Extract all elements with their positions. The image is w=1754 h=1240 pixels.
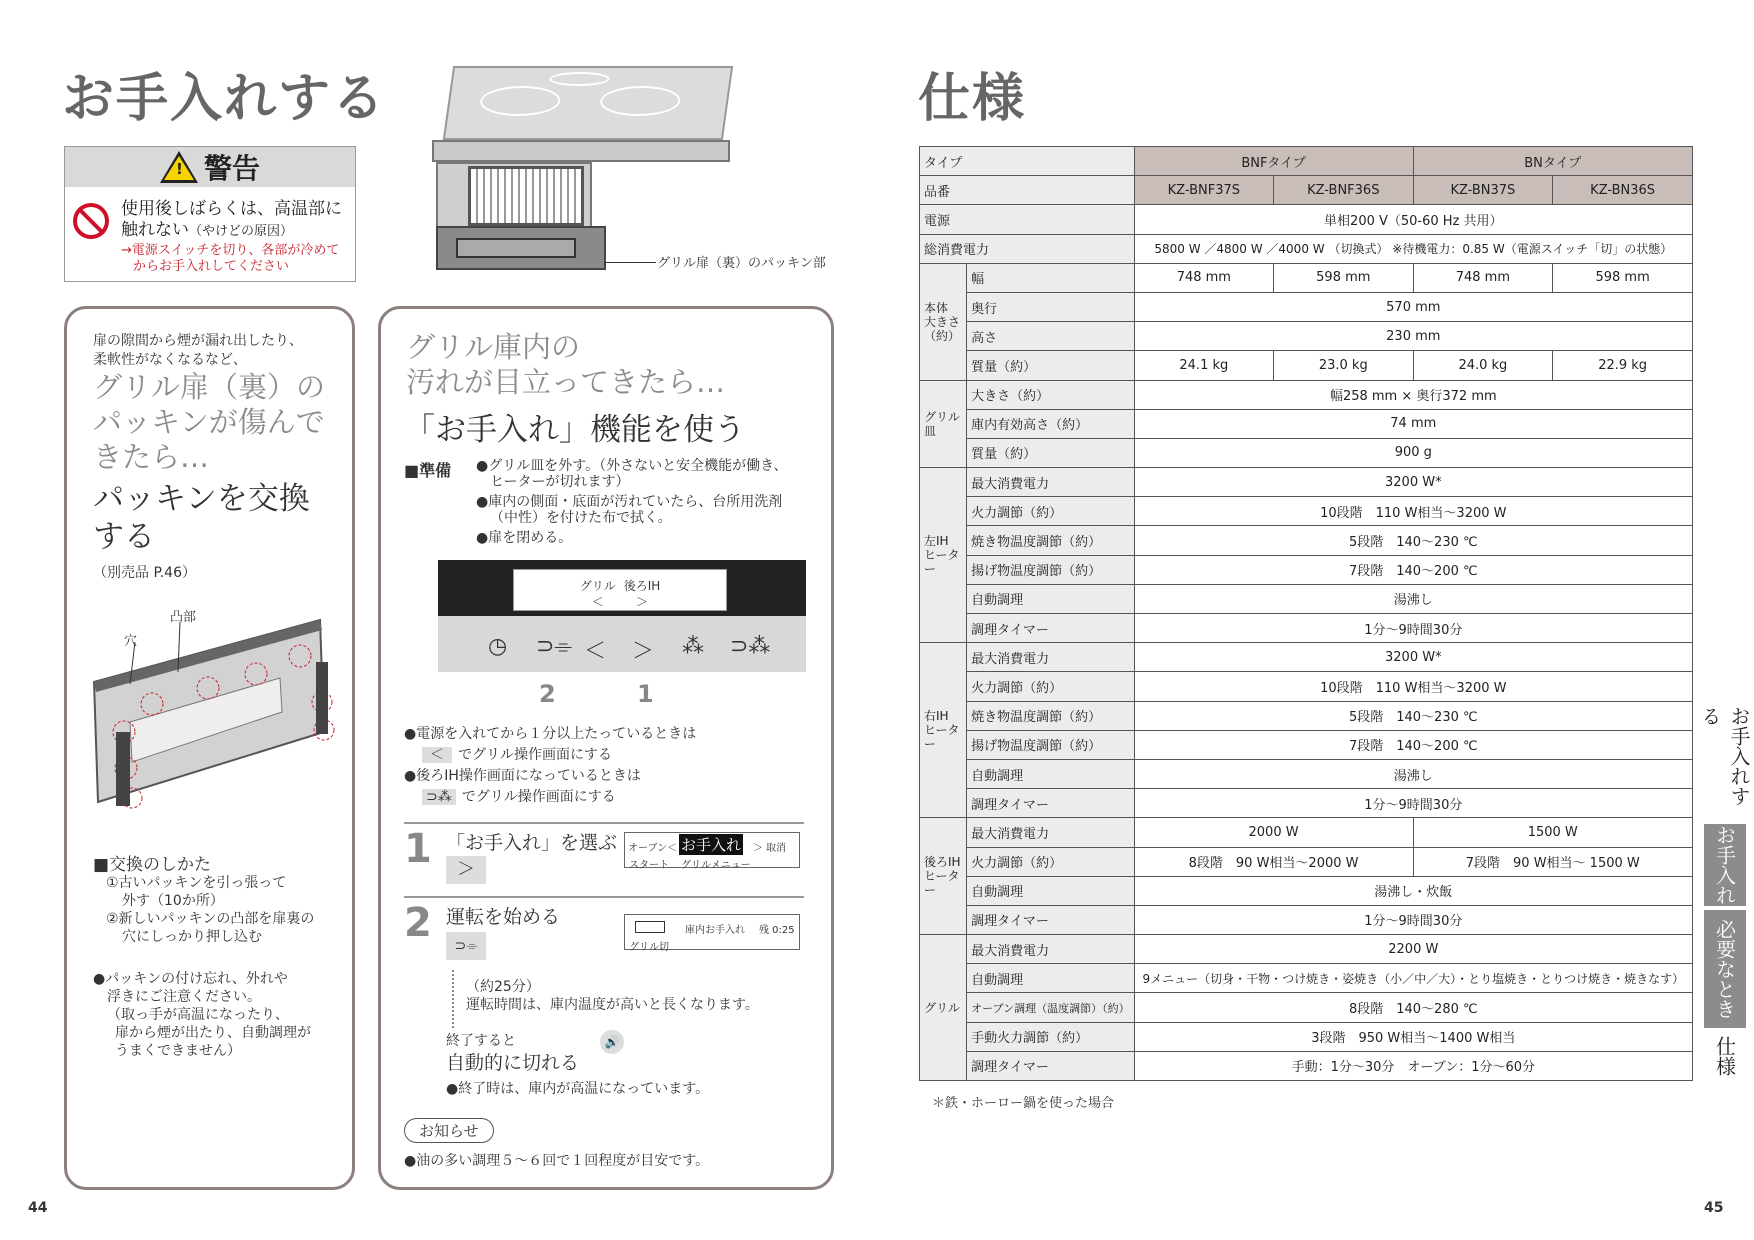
spec-label: オーブン調理（温度調節）（約） xyxy=(967,993,1135,1022)
left-key-icon: ＜ xyxy=(422,747,452,763)
gasket-intro xyxy=(93,332,303,370)
prep-label: ■準備 xyxy=(404,461,452,480)
table-row xyxy=(920,847,1693,876)
warning-main-text xyxy=(121,199,342,242)
spec-label: 高さ xyxy=(967,322,1135,351)
spec-label: 焼き物温度調節（約） xyxy=(967,526,1135,555)
spec-label: 電源 xyxy=(920,205,1135,234)
door-back-illustration xyxy=(90,612,340,812)
table-row xyxy=(920,993,1693,1022)
speaker-icon: 🔊 xyxy=(600,1030,624,1054)
step2-grill-key: ⊃⌯ xyxy=(446,932,486,960)
lcd-rear-sym: ＞ xyxy=(636,595,649,609)
end-line2: 自動的に切れる xyxy=(446,1052,580,1074)
grill-sub1: グリル庫内の xyxy=(406,330,581,364)
gasket-notes xyxy=(93,970,311,1060)
spec-value: 5段階 140～230 ℃ xyxy=(1134,526,1692,555)
spec-label: 調理タイマー xyxy=(967,905,1135,934)
gasket-title xyxy=(93,480,310,556)
side-tab-when-needed[interactable]: 必要なとき xyxy=(1704,910,1746,1028)
spec-type-label: タイプ xyxy=(920,147,1135,176)
spec-value: 幅258 mm × 奥行372 mm xyxy=(1134,380,1692,409)
spec-label: 庫内有効高さ（約） xyxy=(967,409,1135,438)
spec-label: 質量（約） xyxy=(967,438,1135,467)
stove-band xyxy=(432,140,730,162)
spec-group: 本体 大きさ （約） xyxy=(920,263,967,380)
end-info xyxy=(446,1030,579,1074)
warning-line1: 使用後しばらくは、高温部に xyxy=(121,199,342,219)
spec-type-bnf: BNFタイプ xyxy=(1134,147,1413,176)
spec-group: 左IH ヒーター xyxy=(920,468,967,643)
step1-text: 「お手入れ」を選ぶ xyxy=(446,832,618,854)
spec-value: 手動：1分～30分 オーブン：1分～60分 xyxy=(1134,1051,1692,1080)
timer-button[interactable]: ◷ xyxy=(488,634,508,659)
spec-value: 2200 W xyxy=(1134,935,1692,964)
table-row xyxy=(920,1051,1693,1080)
spec-value: 湯沸し・炊飯 xyxy=(1134,876,1692,905)
method-step1b: 外す（10か所） xyxy=(122,893,224,909)
right-button[interactable]: ＞ xyxy=(632,639,655,664)
warning-heading: 警告 xyxy=(203,152,260,185)
side-tab-spec[interactable]: 仕様 xyxy=(1712,1036,1737,1076)
spec-label: 調理タイマー xyxy=(967,789,1135,818)
spec-label: 火力調節（約） xyxy=(967,847,1135,876)
lcd-rear: 後ろIH xyxy=(623,579,661,593)
spec-value: 1分～9時間30分 xyxy=(1134,905,1692,934)
stove-top-illustration xyxy=(443,66,733,140)
gasket-intro2: 柔軟性がなくなるなど、 xyxy=(93,352,247,368)
prep-list xyxy=(476,458,788,546)
callout-1: 1 xyxy=(637,680,654,708)
spec-group: 右IH ヒーター xyxy=(920,643,967,818)
spec-value: 8段階 90 W相当～2000 W xyxy=(1134,847,1413,876)
table-row xyxy=(920,789,1693,818)
condition2b: でグリル操作画面にする xyxy=(461,789,616,805)
step1-number: 1 xyxy=(404,826,432,872)
leader-line xyxy=(606,262,656,263)
warning-red1: →電源スイッチを切り、各部が冷めて xyxy=(121,243,340,258)
gasket-ref: （別売品 P.46） xyxy=(93,565,196,581)
table-row xyxy=(920,1022,1693,1051)
gasket-sub3: きたら… xyxy=(93,440,210,474)
grill-subtitle xyxy=(406,330,725,400)
gasket-intro1: 扉の隙間から煙が漏れ出したり、 xyxy=(93,333,303,349)
spec-value: 10段階 110 W相当～3200 W xyxy=(1134,672,1692,701)
table-row xyxy=(920,759,1693,788)
spec-label: 揚げ物温度調節（約） xyxy=(967,555,1135,584)
disp-grill-icon xyxy=(635,921,665,933)
gasket-note2: 浮きにご注意ください。 xyxy=(107,989,261,1005)
gasket-subtitle xyxy=(93,370,325,475)
warning-instruction xyxy=(121,243,339,275)
table-row xyxy=(920,147,1693,176)
gasket-note1: ●パッキンの付け忘れ、外れや xyxy=(93,971,288,987)
spec-value: 1分～9時間30分 xyxy=(1134,789,1692,818)
spec-value: 3200 W* xyxy=(1134,468,1692,497)
table-row xyxy=(920,876,1693,905)
condition1b: でグリル操作画面にする xyxy=(458,747,612,763)
condition1: ●電源を入れてから１分以上たっているときは xyxy=(404,726,697,742)
method-title: ■交換のしかた xyxy=(93,855,212,875)
conditions xyxy=(404,724,696,808)
time-dotline xyxy=(452,970,454,1028)
spec-model: KZ-BNF37S xyxy=(1134,176,1273,205)
disp-oven: オーブン＜ xyxy=(628,843,678,854)
info-label: お知らせ xyxy=(404,1118,494,1143)
disp-grill-menu: グリルメニュー xyxy=(681,860,751,871)
prep1a: ●グリル皿を外す。（外さないと安全機能が働き、 xyxy=(476,458,788,474)
spec-model-label: 品番 xyxy=(920,176,1135,205)
table-row xyxy=(920,438,1693,467)
table-row xyxy=(920,555,1693,584)
spec-value: 1分～9時間30分 xyxy=(1134,614,1692,643)
gasket-title1: パッキンを交換 xyxy=(93,481,310,517)
spec-value: 748 mm xyxy=(1413,263,1553,292)
spec-label: 総消費電力 xyxy=(920,234,1135,263)
table-row xyxy=(920,468,1693,497)
spec-value: 24.1 kg xyxy=(1134,351,1273,380)
table-row xyxy=(920,584,1693,613)
prep2a: ●庫内の側面・底面が汚れていたら、台所用洗剤 xyxy=(476,494,783,510)
spec-label: 自動調理 xyxy=(967,584,1135,613)
condition2: ●後ろIH操作画面になっているときは xyxy=(404,768,641,784)
spec-value: 単相200 V（50-60 Hz 共用） xyxy=(1134,205,1692,234)
spec-label: 調理タイマー xyxy=(967,1051,1135,1080)
rear-ih-button[interactable]: ⊃⁂ xyxy=(730,634,771,659)
table-row xyxy=(920,905,1693,934)
spec-group: 後ろIH ヒーター xyxy=(920,818,967,935)
prohibited-icon xyxy=(73,203,109,239)
end-line1: 終了すると xyxy=(446,1033,516,1049)
spec-value: 5段階 140～230 ℃ xyxy=(1134,701,1692,730)
page-number-left: 44 xyxy=(28,1200,48,1216)
spec-label: 揚げ物温度調節（約） xyxy=(967,730,1135,759)
spec-value: 598 mm xyxy=(1274,263,1413,292)
prep3: ●扉を閉める。 xyxy=(476,530,573,546)
spec-value: 10段階 110 W相当～3200 W xyxy=(1134,497,1692,526)
spec-value: 8段階 140～280 ℃ xyxy=(1134,993,1692,1022)
method-step2a: ②新しいパッキンの凸部を扉裏の xyxy=(106,911,315,927)
label-bump: 凸部 xyxy=(170,610,197,625)
gasket-title2: する xyxy=(93,519,155,555)
lcd-grill: グリル xyxy=(579,579,616,593)
gasket-sub1: グリル扉（裏）の xyxy=(93,370,326,404)
spec-label: 最大消費電力 xyxy=(967,643,1135,672)
spec-label: 手動火力調節（約） xyxy=(967,1022,1135,1051)
warning-red2: からお手入れしてください xyxy=(133,259,290,274)
spec-table xyxy=(919,146,1693,1081)
gasket-note4: 扉から煙が出たり、自動調理が xyxy=(115,1025,311,1041)
warning-box xyxy=(64,146,356,282)
page-number-right: 45 xyxy=(1704,1200,1724,1216)
table-row xyxy=(920,234,1693,263)
spec-label: 火力調節（約） xyxy=(967,672,1135,701)
gasket-part-label: グリル扉（裏）のパッキン部 xyxy=(657,256,826,271)
warning-line2-note: （やけどの原因） xyxy=(189,224,294,239)
spec-value: 7段階 90 W相当～ 1500 W xyxy=(1413,847,1692,876)
disp-start: スタート xyxy=(629,860,669,871)
spec-label: 火力調節（約） xyxy=(967,497,1135,526)
disp-remaining: 残 0:25 xyxy=(759,925,795,936)
lcd-grill-sym: ＜ xyxy=(591,595,604,609)
spec-value: 570 mm xyxy=(1134,292,1692,321)
spec-value: 22.9 kg xyxy=(1553,351,1693,380)
prep1b: ヒーターが切れます） xyxy=(490,474,630,490)
table-row xyxy=(920,263,1693,292)
table-row xyxy=(920,409,1693,438)
table-row xyxy=(920,701,1693,730)
table-row xyxy=(920,964,1693,993)
spec-label: 自動調理 xyxy=(967,876,1135,905)
warning-line2: 触れない xyxy=(121,220,189,240)
prep2b: （中性）を付けた布で拭く。 xyxy=(490,510,672,526)
method-step1a: ①古いパッキンを引っ張って xyxy=(106,875,287,891)
callout-2: 2 xyxy=(539,680,556,708)
spec-value: 23.0 kg xyxy=(1274,351,1413,380)
spec-value: 900 g xyxy=(1134,438,1692,467)
spec-value: 2000 W xyxy=(1134,818,1413,847)
spec-value: 1500 W xyxy=(1413,818,1692,847)
warning-triangle-icon: ! xyxy=(160,151,198,183)
table-row xyxy=(920,497,1693,526)
table-row xyxy=(920,526,1693,555)
step2-text: 運転を始める xyxy=(446,906,561,928)
table-row xyxy=(920,614,1693,643)
spec-label: 最大消費電力 xyxy=(967,935,1135,964)
spec-value: 9メニュー（切身・干物・つけ焼き・姿焼き（小／中／大）・とり塩焼き・とりつけ焼き・焼きなす） xyxy=(1134,964,1692,993)
gasket-note3: （取っ手が高温になったり、 xyxy=(107,1007,289,1023)
side-tab-care[interactable]: お手入れ xyxy=(1704,824,1746,906)
step1-divider xyxy=(404,822,804,824)
left-button[interactable]: ＜ xyxy=(584,639,607,664)
disp-care: お手入れ xyxy=(681,836,742,854)
gasket-note5: うまくできません） xyxy=(115,1043,241,1059)
spec-label: 幅 xyxy=(967,263,1135,292)
grill-sub2: 汚れが目立ってきたら… xyxy=(406,365,726,399)
time-info xyxy=(466,978,759,1014)
side-index-care-section[interactable]: お手入れする xyxy=(1698,706,1751,806)
label-hole: 穴 xyxy=(124,634,138,649)
gasket-sub2: パッキンが傷んで xyxy=(93,405,325,439)
spec-label: 質量（約） xyxy=(967,351,1135,380)
table-row xyxy=(920,643,1693,672)
table-row xyxy=(920,351,1693,380)
method-steps xyxy=(106,874,314,946)
table-row xyxy=(920,730,1693,759)
spec-label: 最大消費電力 xyxy=(967,818,1135,847)
step2-display xyxy=(624,914,800,953)
spec-label: 奥行 xyxy=(967,292,1135,321)
spec-model: KZ-BN37S xyxy=(1413,176,1553,205)
spec-value: 74 mm xyxy=(1134,409,1692,438)
rear-ih-key-icon: ⊃⁂ xyxy=(422,789,456,805)
spec-label: 自動調理 xyxy=(967,759,1135,788)
table-row xyxy=(920,205,1693,234)
disp-grill-off: グリル切 xyxy=(629,942,669,953)
step2-divider xyxy=(404,896,804,898)
end-note: ●終了時は、庫内が高温になっています。 xyxy=(446,1081,710,1097)
table-row xyxy=(920,322,1693,351)
info-text: ●油の多い調理５～６回で１回程度が目安です。 xyxy=(404,1153,710,1169)
footnote: ＊鉄・ホーロー鍋を使った場合 xyxy=(932,1096,1115,1111)
spec-label: 大きさ（約） xyxy=(967,380,1135,409)
table-row xyxy=(920,292,1693,321)
table-row xyxy=(920,672,1693,701)
page-title-care: お手入れする xyxy=(62,69,387,129)
spec-type-bn: BNタイプ xyxy=(1413,147,1692,176)
table-row xyxy=(920,818,1693,847)
spec-label: 調理タイマー xyxy=(967,614,1135,643)
time-duration: （約25分） xyxy=(466,979,540,995)
spec-group: グリル皿 xyxy=(920,380,967,468)
grill-drawer-illustration xyxy=(468,166,584,226)
burner-button[interactable]: ⁂ xyxy=(682,634,704,659)
table-row xyxy=(920,935,1693,964)
step1-right-key: ＞ xyxy=(446,856,486,884)
grill-title: 「お手入れ」機能を使う xyxy=(404,412,745,448)
warning-header xyxy=(65,147,355,187)
disp-cancel: ＞ 取消 xyxy=(753,843,787,854)
spec-value: 湯沸し xyxy=(1134,759,1692,788)
step1-display xyxy=(624,832,800,871)
spec-value: 湯沸し xyxy=(1134,584,1692,613)
spec-value: 7段階 140～200 ℃ xyxy=(1134,555,1692,584)
spec-value: 230 mm xyxy=(1134,322,1692,351)
grill-door-illustration xyxy=(436,226,606,270)
table-row xyxy=(920,380,1693,409)
spec-group: グリル xyxy=(920,935,967,1081)
spec-value: 7段階 140～200 ℃ xyxy=(1134,730,1692,759)
spec-label: 焼き物温度調節（約） xyxy=(967,701,1135,730)
spec-value: 598 mm xyxy=(1553,263,1693,292)
table-row xyxy=(920,176,1693,205)
spec-value: 3段階 950 W相当～1400 W相当 xyxy=(1134,1022,1692,1051)
grill-button[interactable]: ⊃⌯ xyxy=(536,634,573,659)
page-title-spec: 仕様 xyxy=(918,69,1027,129)
spec-value: 24.0 kg xyxy=(1413,351,1553,380)
spec-label: 最大消費電力 xyxy=(967,468,1135,497)
spec-value: 3200 W* xyxy=(1134,643,1692,672)
control-lcd xyxy=(513,569,727,611)
spec-value: 5800 W ／4800 W ／4000 W （切換式） ※待機電力：0.85 W（電源スイッチ「切」の状態） xyxy=(1134,234,1692,263)
spec-value: 748 mm xyxy=(1134,263,1273,292)
spec-model: KZ-BNF36S xyxy=(1274,176,1413,205)
time-note: 運転時間は、庫内温度が高いと長くなります。 xyxy=(466,997,759,1013)
spec-model: KZ-BN36S xyxy=(1553,176,1693,205)
step2-number: 2 xyxy=(404,900,432,946)
spec-label: 自動調理 xyxy=(967,964,1135,993)
disp-cleaning: 庫内お手入れ xyxy=(685,925,745,936)
method-step2b: 穴にしっかり押し込む xyxy=(122,929,262,945)
